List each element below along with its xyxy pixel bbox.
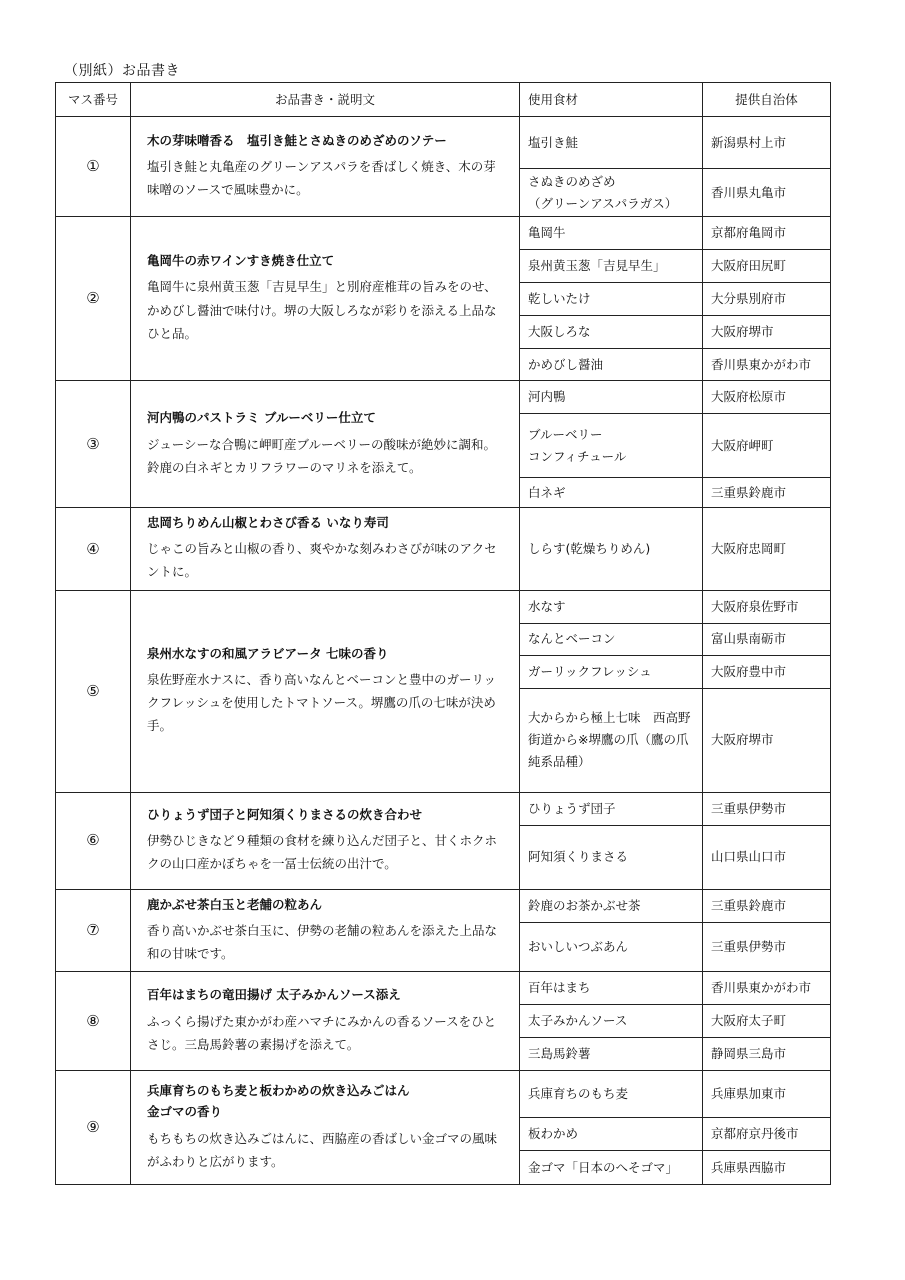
municipality-cell: 三重県鈴鹿市 (703, 889, 831, 923)
table-row (56, 792, 831, 825)
header-municipality: 提供自治体 (703, 83, 831, 117)
ingredient-cell: 阿知須くりまさる (520, 825, 703, 889)
ingredient-cell: ひりょうず団子 (520, 792, 703, 825)
ingredient-cell: 兵庫育ちのもち麦 (520, 1071, 703, 1118)
dish-description-cell (131, 508, 520, 591)
municipality-cell: 大阪府忠岡町 (703, 508, 831, 591)
table-row (56, 217, 831, 250)
municipality-cell: 新潟県村上市 (703, 117, 831, 169)
municipality-cell: 大阪府泉佐野市 (703, 590, 831, 623)
header-ingredients: 使用食材 (520, 83, 703, 117)
dish-description-cell (131, 117, 520, 217)
ingredient-cell: 白ネギ (520, 478, 703, 508)
ingredient-cell: 太子みかんソース (520, 1005, 703, 1038)
dish-text: 塩引き鮭と丸亀産のグリーンアスパラを香ばしく焼き、木の芽味噌のソースで風味豊かに。 (147, 159, 496, 198)
municipality-cell: 大阪府豊中市 (703, 655, 831, 688)
municipality-cell: 香川県東かがわ市 (703, 972, 831, 1005)
dish-name: 亀岡牛の赤ワインすき焼き仕立て (147, 253, 335, 269)
ingredient-cell: かめびし醤油 (520, 349, 703, 381)
ingredient-cell: ブルーベリー コンフィチュール (520, 414, 703, 478)
dish-number: ⑧ (56, 972, 131, 1071)
dish-number: ② (56, 217, 131, 381)
municipality-cell: 三重県伊勢市 (703, 792, 831, 825)
dish-name: ひりょうず団子と阿知須くりまさるの炊き合わせ (147, 806, 423, 822)
document-title: （別紙）お品書き (64, 63, 180, 79)
header-number: マス番号 (56, 83, 131, 117)
municipality-cell: 京都府京丹後市 (703, 1118, 831, 1151)
dish-description-cell (131, 590, 520, 792)
dish-text: 泉佐野産水ナスに、香り高いなんとベーコンと豊中のガーリックフレッシュを使用したトマトソース。堺鷹の爪の七味が決め手。 (147, 671, 497, 734)
dish-number: ④ (56, 508, 131, 591)
dish-name: 忠岡ちりめん山椒とわさび香る いなり寿司 (147, 515, 389, 530)
ingredient-cell: 板わかめ (520, 1118, 703, 1151)
dish-name: 河内鴨のパストラミ ブルーベリー仕立て (147, 410, 376, 426)
dish-name: 百年はまちの竜田揚げ 太子みかんソース添え (147, 987, 401, 1003)
ingredient-cell: 泉州黄玉葱「吉見早生」 (520, 250, 703, 283)
municipality-cell: 兵庫県加東市 (703, 1071, 831, 1118)
municipality-cell: 大阪府岬町 (703, 414, 831, 478)
ingredient-cell: おいしいつぶあん (520, 923, 703, 972)
ingredient-cell: 金ゴマ「日本のへそゴマ」 (520, 1151, 703, 1185)
municipality-cell: 三重県鈴鹿市 (703, 478, 831, 508)
ingredient-cell: 大からから極上七味 西高野街道から※堺鷹の爪（鷹の爪純系品種） (520, 688, 703, 792)
ingredient-cell: 乾しいたけ (520, 283, 703, 316)
dish-text: 伊勢ひじきなど９種類の食材を練り込んだ団子と、甘くホクホクの山口産かぼちゃを一冨士伝統の出汁で。 (147, 833, 498, 872)
header-row (56, 83, 831, 117)
table-row (56, 972, 831, 1005)
dish-name: 泉州水なすの和風アラビアータ 七味の香り (147, 645, 389, 661)
dish-description-cell (131, 792, 520, 889)
ingredient-cell: しらす(乾燥ちりめん) (520, 508, 703, 591)
dish-number: ③ (56, 381, 131, 508)
dish-number: ⑥ (56, 792, 131, 889)
dish-description-cell (131, 381, 520, 508)
municipality-cell: 兵庫県西脇市 (703, 1151, 831, 1185)
dish-text: 香り高いかぶせ茶白玉に、伊勢の老舗の粒あんを添えた上品な和の甘味です。 (147, 922, 498, 961)
municipality-cell: 静岡県三島市 (703, 1038, 831, 1071)
ingredient-cell: さぬきのめざめ （グリーンアスパラガス） (520, 169, 703, 217)
dish-text: ふっくら揚げた東かがわ産ハマチにみかんの香るソースをひとさじ。三島馬鈴薯の素揚げを添えて。 (147, 1013, 497, 1052)
ingredient-cell: 大阪しろな (520, 316, 703, 349)
municipality-cell: 大阪府松原市 (703, 381, 831, 414)
ingredient-cell: 亀岡牛 (520, 217, 703, 250)
ingredient-cell: 河内鴨 (520, 381, 703, 414)
municipality-cell: 大阪府堺市 (703, 688, 831, 792)
dish-description-cell (131, 889, 520, 972)
dish-name: 木の芽味噌香る 塩引き鮭とさぬきのめざめのソテー (147, 132, 447, 148)
municipality-cell: 大阪府田尻町 (703, 250, 831, 283)
dish-description-cell (131, 1071, 520, 1185)
dish-description-cell (131, 217, 520, 381)
dish-name: 兵庫育ちのもち麦と板わかめの炊き込みごはん 金ゴマの香り (147, 1083, 410, 1120)
ingredient-cell: 鈴鹿のお茶かぶせ茶 (520, 889, 703, 923)
table-row (56, 381, 831, 414)
dish-text: じゃこの旨みと山椒の香り、爽やかな刻みわさびが味のアクセントに。 (147, 541, 497, 580)
dish-number: ⑦ (56, 889, 131, 972)
municipality-cell: 香川県丸亀市 (703, 169, 831, 217)
table-row (56, 1071, 831, 1118)
ingredient-cell: ガーリックフレッシュ (520, 655, 703, 688)
ingredient-cell: なんとベーコン (520, 623, 703, 655)
table-row (56, 508, 831, 591)
table-row (56, 117, 831, 169)
dish-number: ① (56, 117, 131, 217)
municipality-cell: 大阪府堺市 (703, 316, 831, 349)
menu-table (55, 82, 831, 1185)
dish-text: ジューシーな合鴨に岬町産ブルーベリーの酸味が絶妙に調和。鈴鹿の白ネギとカリフラワーのマリネを添えて。 (147, 436, 497, 475)
dish-description-cell (131, 972, 520, 1071)
municipality-cell: 京都府亀岡市 (703, 217, 831, 250)
municipality-cell: 三重県伊勢市 (703, 923, 831, 972)
dish-text: もちもちの炊き込みごはんに、西脇産の香ばしい金ゴマの風味がふわりと広がります。 (147, 1130, 498, 1169)
municipality-cell: 香川県東かがわ市 (703, 349, 831, 381)
ingredient-cell: 百年はまち (520, 972, 703, 1005)
dish-text: 亀岡牛に泉州黄玉葱「吉見早生」と別府産椎茸の旨みをのせ、かめびし醤油で味付け。堺の大阪しろなが彩りを添える上品なひと品。 (147, 279, 497, 341)
dish-number: ⑤ (56, 590, 131, 792)
municipality-cell: 大分県別府市 (703, 283, 831, 316)
municipality-cell: 大阪府太子町 (703, 1005, 831, 1038)
header-description: お品書き・説明文 (131, 83, 520, 117)
municipality-cell: 富山県南砺市 (703, 623, 831, 655)
table-row (56, 889, 831, 923)
ingredient-cell: 三島馬鈴薯 (520, 1038, 703, 1071)
ingredient-cell: 水なす (520, 590, 703, 623)
ingredient-cell: 塩引き鮭 (520, 117, 703, 169)
dish-name: 鹿かぶせ茶白玉と老舗の粒あん (147, 896, 323, 912)
table-row (56, 590, 831, 623)
municipality-cell: 山口県山口市 (703, 825, 831, 889)
dish-number: ⑨ (56, 1071, 131, 1185)
